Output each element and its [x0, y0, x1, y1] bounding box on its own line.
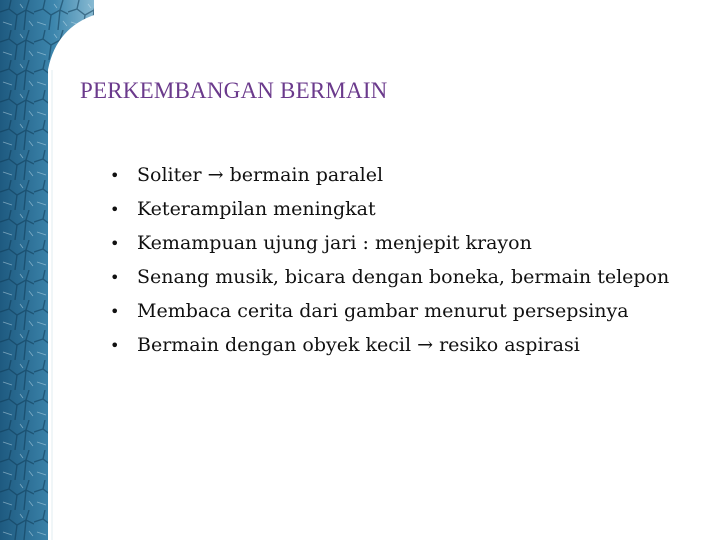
bullet-list [110, 162, 690, 366]
list-item [110, 264, 690, 290]
bullet-text: Bermain dengan obyek kecil → resiko aspirasi [137, 334, 580, 356]
bullet-text: Kemampuan ujung jari : menjepit krayon [137, 232, 532, 254]
bullet-text: Membaca cerita dari gambar menurut persepsinya [137, 300, 629, 322]
list-item [110, 162, 690, 188]
slide-title: PERKEMBANGAN BERMAIN [80, 78, 388, 103]
bullet-icon: • [110, 336, 120, 355]
bullet-icon: • [110, 302, 120, 321]
list-item [110, 332, 690, 358]
bullet-icon: • [110, 166, 120, 185]
bullet-text: Soliter → bermain paralel [137, 164, 384, 186]
list-item [110, 196, 690, 222]
list-item [110, 230, 690, 256]
bullet-text: Senang musik, bicara dengan boneka, bermain telepon [137, 266, 670, 288]
bullet-icon: • [110, 268, 120, 287]
list-item [110, 298, 690, 324]
bullet-icon: • [110, 200, 120, 219]
bullet-icon: • [110, 234, 120, 253]
bullet-text: Keterampilan meningkat [137, 198, 376, 220]
